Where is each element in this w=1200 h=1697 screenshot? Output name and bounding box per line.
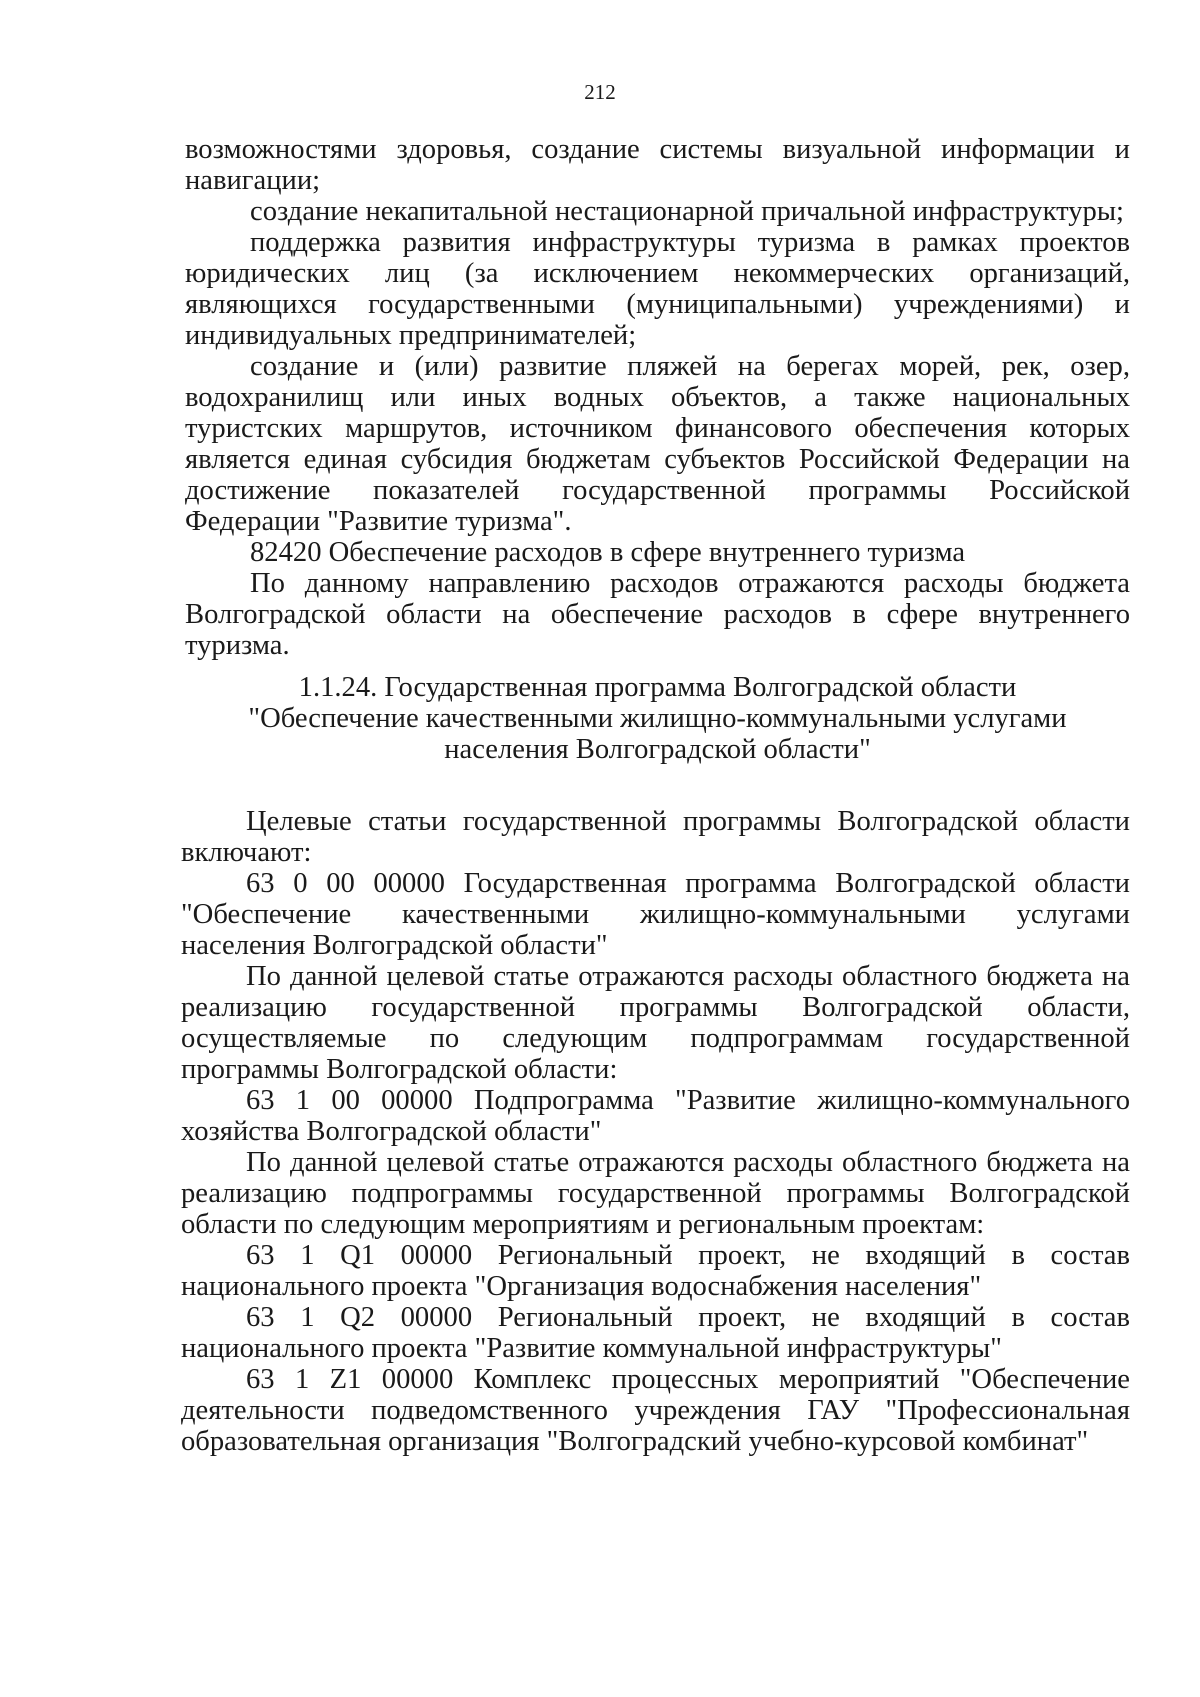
heading-line: "Обеспечение качественными жилищно-коммунальными услугами [248,703,1067,734]
paragraph: 63 0 00 00000 Государственная программа Волгоградской области "Обеспечение качественными жилищно-коммунальными услугами населения Волгоградской области" [181,868,1130,961]
paragraph: поддержка развития инфраструктуры туризма в рамках проектов юридических лиц (за исключением некоммерческих организаций, являющихся государственными (муниципальными) учреждениями) и индивидуальных предпринимателей; [185,227,1130,351]
paragraph: Целевые статьи государственной программы Волгоградской области включают: [181,806,1130,868]
paragraph: По данной целевой статье отражаются расходы областного бюджета на реализацию подпрограммы государственной программы Волгоградской области по следующим мероприятиям и региональным проектам: [181,1147,1130,1240]
text-block-bottom [181,806,1130,1457]
paragraph: По данному направлению расходов отражаются расходы бюджета Волгоградской области на обеспечение расходов в сфере внутреннего туризма. [185,568,1130,661]
paragraph: 63 1 Q2 00000 Региональный проект, не входящий в состав национального проекта "Развитие коммунальной инфраструктуры" [181,1302,1130,1364]
paragraph: 63 1 Q1 00000 Региональный проект, не входящий в состав национального проекта "Организация водоснабжения населения" [181,1240,1130,1302]
section-heading [185,672,1130,765]
heading-line: населения Волгоградской области" [444,734,871,765]
paragraph: 63 1 00 00000 Подпрограмма "Развитие жилищно-коммунального хозяйства Волгоградской области" [181,1085,1130,1147]
heading-line: 1.1.24. Государственная программа Волгоградской области [298,672,1017,703]
paragraph: По данной целевой статье отражаются расходы областного бюджета на реализацию государственной программы Волгоградской области, осуществляемые по следующим подпрограммам государственной программы Волгоградской области: [181,961,1130,1085]
paragraph: создание некапитальной нестационарной причальной инфраструктуры; [250,196,1124,227]
paragraph: 63 1 Z1 00000 Комплекс процессных мероприятий "Обеспечение деятельности подведомственного учреждения ГАУ "Профессиональная образовательная организация "Волгоградский учебно-курсовой комбинат" [181,1364,1130,1457]
paragraph: возможностями здоровья, создание системы визуальной информации и навигации; [185,134,1130,196]
paragraph: 82420 Обеспечение расходов в сфере внутреннего туризма [250,537,966,568]
paragraph: создание и (или) развитие пляжей на берегах морей, рек, озер, водохранилищ или иных водных объектов, а также национальных туристских маршрутов, источником финансового обеспечения которых является единая субсидия бюджетам субъектов Российской Федерации на достижение показателей государственной программы Российской Федерации "Развитие туризма". [185,351,1130,537]
page-number: 212 [584,80,616,104]
text-block-top [185,134,1130,661]
